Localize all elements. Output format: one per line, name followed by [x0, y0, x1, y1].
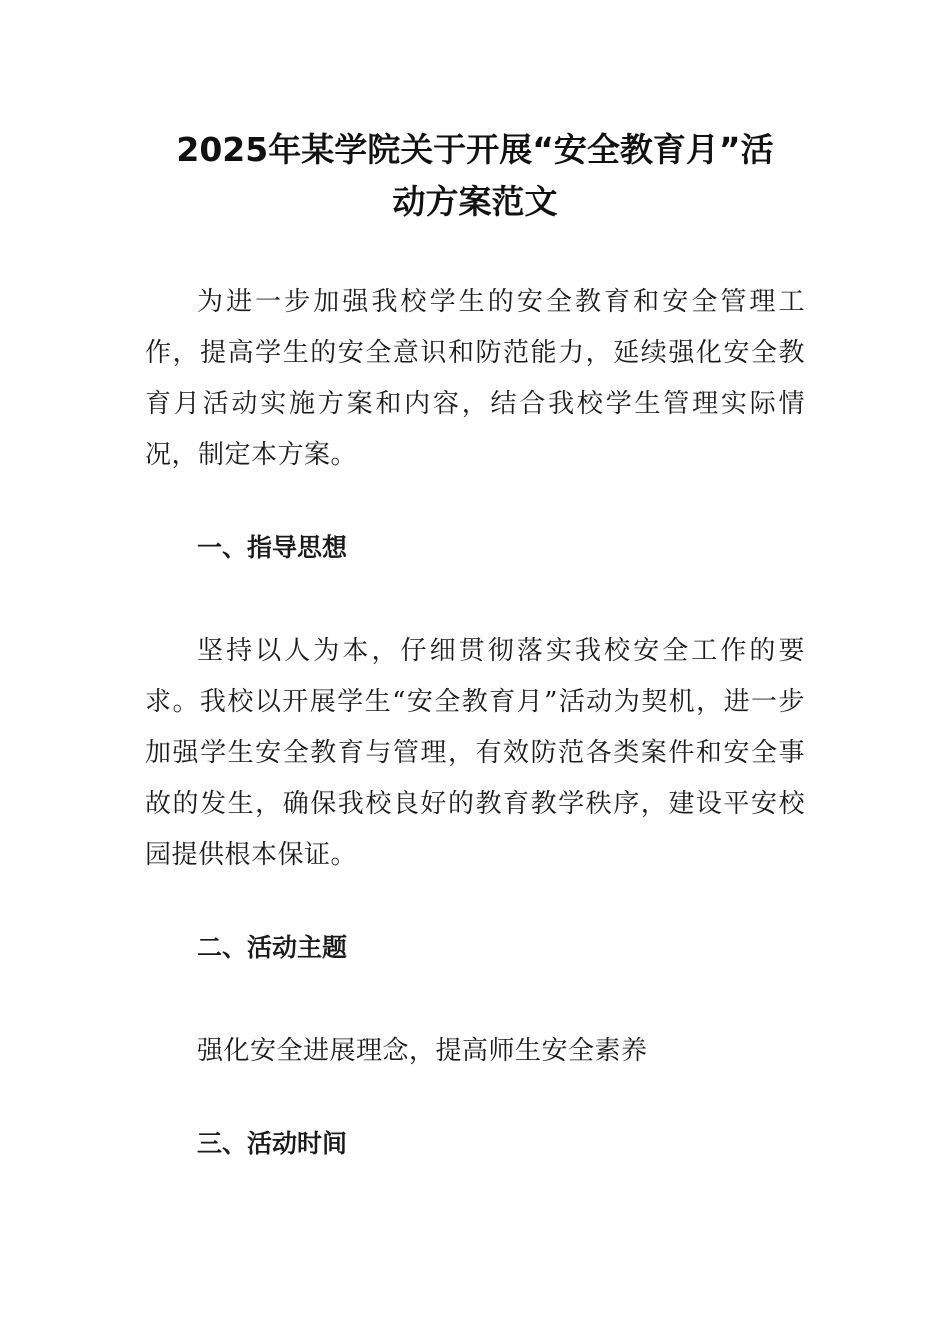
section-heading-activity-time: 三、活动时间	[197, 1129, 348, 1158]
section-body-guiding-ideology: 坚持以人为本，仔细贯彻落实我校安全工作的要求。我校以开展学生“安全教育月”活动为契机，进一步加强学生安全教育与管理，有效防范各类案件和安全事故的发生，确保我校良好的教育教学秩序，建设平安校园提供根本保证。	[145, 636, 805, 870]
section-heading-guiding-ideology: 一、指导思想	[197, 533, 348, 562]
section-heading-activity-theme: 二、活动主题	[197, 933, 348, 962]
document-title-line-2: 动方案范文	[392, 182, 558, 221]
section-body-activity-theme: 强化安全进展理念，提高师生安全素养	[197, 1036, 648, 1066]
intro-paragraph: 为进一步加强我校学生的安全教育和安全管理工作，提高学生的安全意识和防范能力，延续强化安全教育月活动实施方案和内容，结合我校学生管理实际情况，制定本方案。	[145, 287, 805, 470]
document-title-line-1: 2025年某学院关于开展“安全教育月”活	[176, 130, 774, 169]
